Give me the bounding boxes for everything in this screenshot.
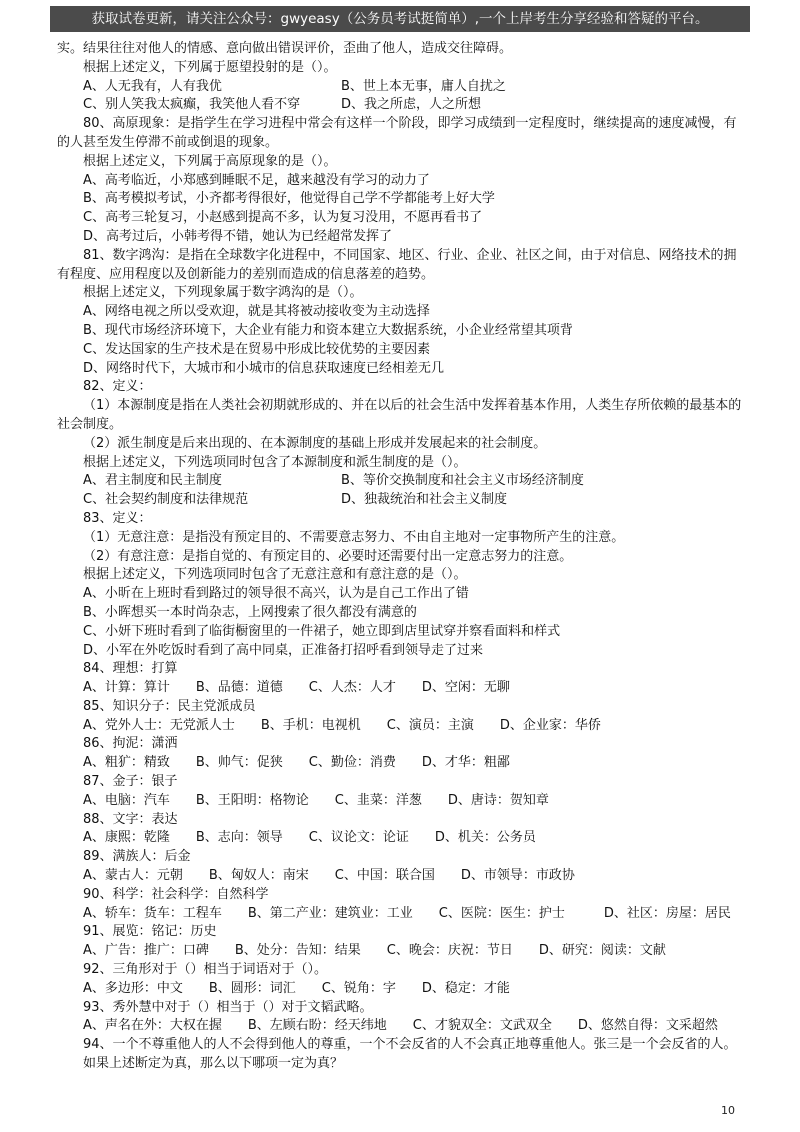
text-line: B、小晖想买一本时尚杂志，上网搜索了很久都没有满意的 — [83, 604, 417, 620]
option-text: A、人无我有，人有我优 — [83, 78, 222, 94]
option-text: D、独裁统治和社会主义制度 — [341, 492, 508, 508]
text-line: 83、定义： — [83, 510, 152, 526]
text-line: A、轿车：货车：工程车 B、第二产业：建筑业：工业 C、医院：医生：护士 D、社区：房屋：居民 — [83, 905, 731, 921]
text-line: 82、定义： — [83, 379, 152, 395]
text-line: A、广告：推广：口碑 B、处分：告知：结果 C、晚会：庆祝：节日 D、研究：阅读：文献 — [83, 943, 666, 959]
option-text: C、别人笑我太疯癫，我笑他人看不穿 — [83, 97, 301, 113]
text-line: A、党外人士：无党派人士 B、手机：电视机 C、演员：主演 D、企业家：华侨 — [83, 717, 601, 733]
text-line: （2）有意注意：是指自觉的、有预定目的、必要时还需要付出一定意志努力的注意。 — [83, 548, 573, 564]
text-line: 80、高原现象：是指学生在学习进程中常会有这样一个阶段，即学习成绩到一定程度时，继续提高的速度减慢，有的人甚至发生停滞不前或倒退的现象。 — [57, 116, 737, 150]
text-line: 90、科学：社会科学：自然科学 — [83, 886, 269, 902]
option-row — [57, 491, 747, 510]
option-row — [57, 96, 747, 115]
text-line: （2）派生制度是后来出现的、在本源制度的基础上形成并发展起来的社会制度。 — [83, 435, 547, 451]
text-line: B、高考模拟考试，小齐都考得很好，他觉得自己学不学都能考上好大学 — [83, 191, 495, 207]
option-text: B、等价交换制度和社会主义市场经济制度 — [341, 473, 584, 489]
text-line: D、小军在外吃饭时看到了高中同桌，正准备打招呼看到领导走了过来 — [83, 642, 484, 658]
option-text: D、我之所虑，人之所想 — [341, 97, 482, 113]
option-text: B、世上本无事，庸人自扰之 — [341, 78, 506, 94]
option-text: C、社会契约制度和法律规范 — [83, 492, 249, 508]
text-line: （1）本源制度是指在人类社会初期就形成的、并在以后的社会生活中发挥着基本作用，人类生存所依赖的最基本的社会制度。 — [57, 398, 742, 432]
text-line: 89、满族人：后金 — [83, 849, 191, 865]
text-line: A、声名在外：大权在握 B、左顾右盼：经天纬地 C、才貌双全：文武双全 D、悠然自得：文采超然 — [83, 1018, 718, 1034]
text-line: A、康熙：乾隆 B、志向：领导 C、议论文：论证 D、机关：公务员 — [83, 830, 536, 846]
text-line: 84、理想：打算 — [83, 661, 178, 677]
text-line: 如果上述断定为真，那么以下哪项一定为真？ — [83, 1056, 344, 1072]
text-line: D、网络时代下，大城市和小城市的信息获取速度已经相差无几 — [83, 360, 445, 376]
text-line: 85、知识分子：民主党派成员 — [83, 698, 256, 714]
text-line: A、高考临近，小郑感到睡眠不足，越来越没有学习的动力了 — [83, 172, 430, 188]
text-line: 92、三角形对于（）相当于词语对于（）。 — [83, 962, 328, 978]
text-line: A、多边形：中文 B、圆形：词汇 C、锐角：字 D、稳定：才能 — [83, 980, 510, 996]
text-line: B、现代市场经济环境下，大企业有能力和资本建立大数据系统，小企业经常望其项背 — [83, 322, 573, 338]
text-line: C、发达国家的生产技术是在贸易中形成比较优势的主要因素 — [83, 341, 431, 357]
text-line: 91、展览：铭记：历史 — [83, 924, 217, 940]
text-line: 94、一个不尊重他人的人不会得到他人的尊重，一个不会反省的人不会真正地尊重他人。张三是一个会反省的人。 — [83, 1037, 737, 1053]
text-line: 87、金子：银子 — [83, 774, 178, 790]
text-line: 根据上述定义，下列属于高原现象的是（）。 — [83, 153, 337, 169]
text-line: 93、秀外慧中对于（）相当于（）对于文韬武略。 — [83, 999, 373, 1015]
text-line: 88、文字：表达 — [83, 811, 178, 827]
text-line: A、电脑：汽车 B、王阳明：格物论 C、韭菜：洋葱 D、唐诗：贺知章 — [83, 792, 549, 808]
text-line: A、粗犷：精致 B、帅气：促狭 C、勤俭：消费 D、才华：粗鄙 — [83, 755, 510, 771]
option-row — [57, 78, 747, 97]
text-line: D、高考过后，小韩考得不错，她认为已经超常发挥了 — [83, 228, 393, 244]
text-line: 实。结果往往对他人的情感、意向做出错误评价，歪曲了他人，造成交往障碍。 — [57, 41, 513, 56]
text-line: 86、拘泥：潇洒 — [83, 736, 178, 752]
text-line: 81、数字鸿沟：是指在全球数字化进程中，不同国家、地区、行业、企业、社区之间，由于对信息、网络技术的拥有程度、应用程度以及创新能力的差别而造成的信息落差的趋势。 — [57, 247, 737, 282]
text-line: 根据上述定义，下列属于愿望投射的是（）。 — [83, 59, 337, 75]
text-line: （1）无意注意：是指没有预定目的、不需要意志努力、不由自主地对一定事物所产生的注意。 — [83, 529, 625, 545]
text-line: A、小昕在上班时看到路过的领导很不高兴，认为是自己工作出了错 — [83, 586, 469, 602]
option-text: A、君主制度和民主制度 — [83, 473, 222, 489]
text-line: C、高考三轮复习，小赵感到提高不多，认为复习没用，不愿再看书了 — [83, 210, 483, 226]
text-line: 根据上述定义，下列选项同时包含了本源制度和派生制度的是（）。 — [83, 454, 467, 470]
text-line: A、蒙古人：元朝 B、匈奴人：南宋 C、中国：联合国 D、市领导：市政协 — [83, 868, 575, 884]
text-line: A、网络电视之所以受欢迎，就是其将被动接收变为主动选择 — [83, 304, 430, 320]
text-line: A、计算：算计 B、品德：道德 C、人杰：人才 D、空闲：无聊 — [83, 680, 510, 696]
option-row — [57, 472, 747, 491]
header-banner: 获取试卷更新，请关注公众号：gwyeasy（公务员考试挺简单）,一个上岸考生分享经验和答疑的平台。 — [50, 6, 750, 32]
text-line: C、小妍下班时看到了临街橱窗里的一件裙子，她立即到店里试穿并察看面料和样式 — [83, 623, 561, 639]
text-line: 根据上述定义，下列选项同时包含了无意注意和有意注意的是（）。 — [83, 567, 467, 583]
document-body — [57, 40, 747, 1074]
page-number: 10 — [721, 1104, 735, 1117]
text-line: 根据上述定义，下列现象属于数字鸿沟的是（）。 — [83, 285, 363, 301]
